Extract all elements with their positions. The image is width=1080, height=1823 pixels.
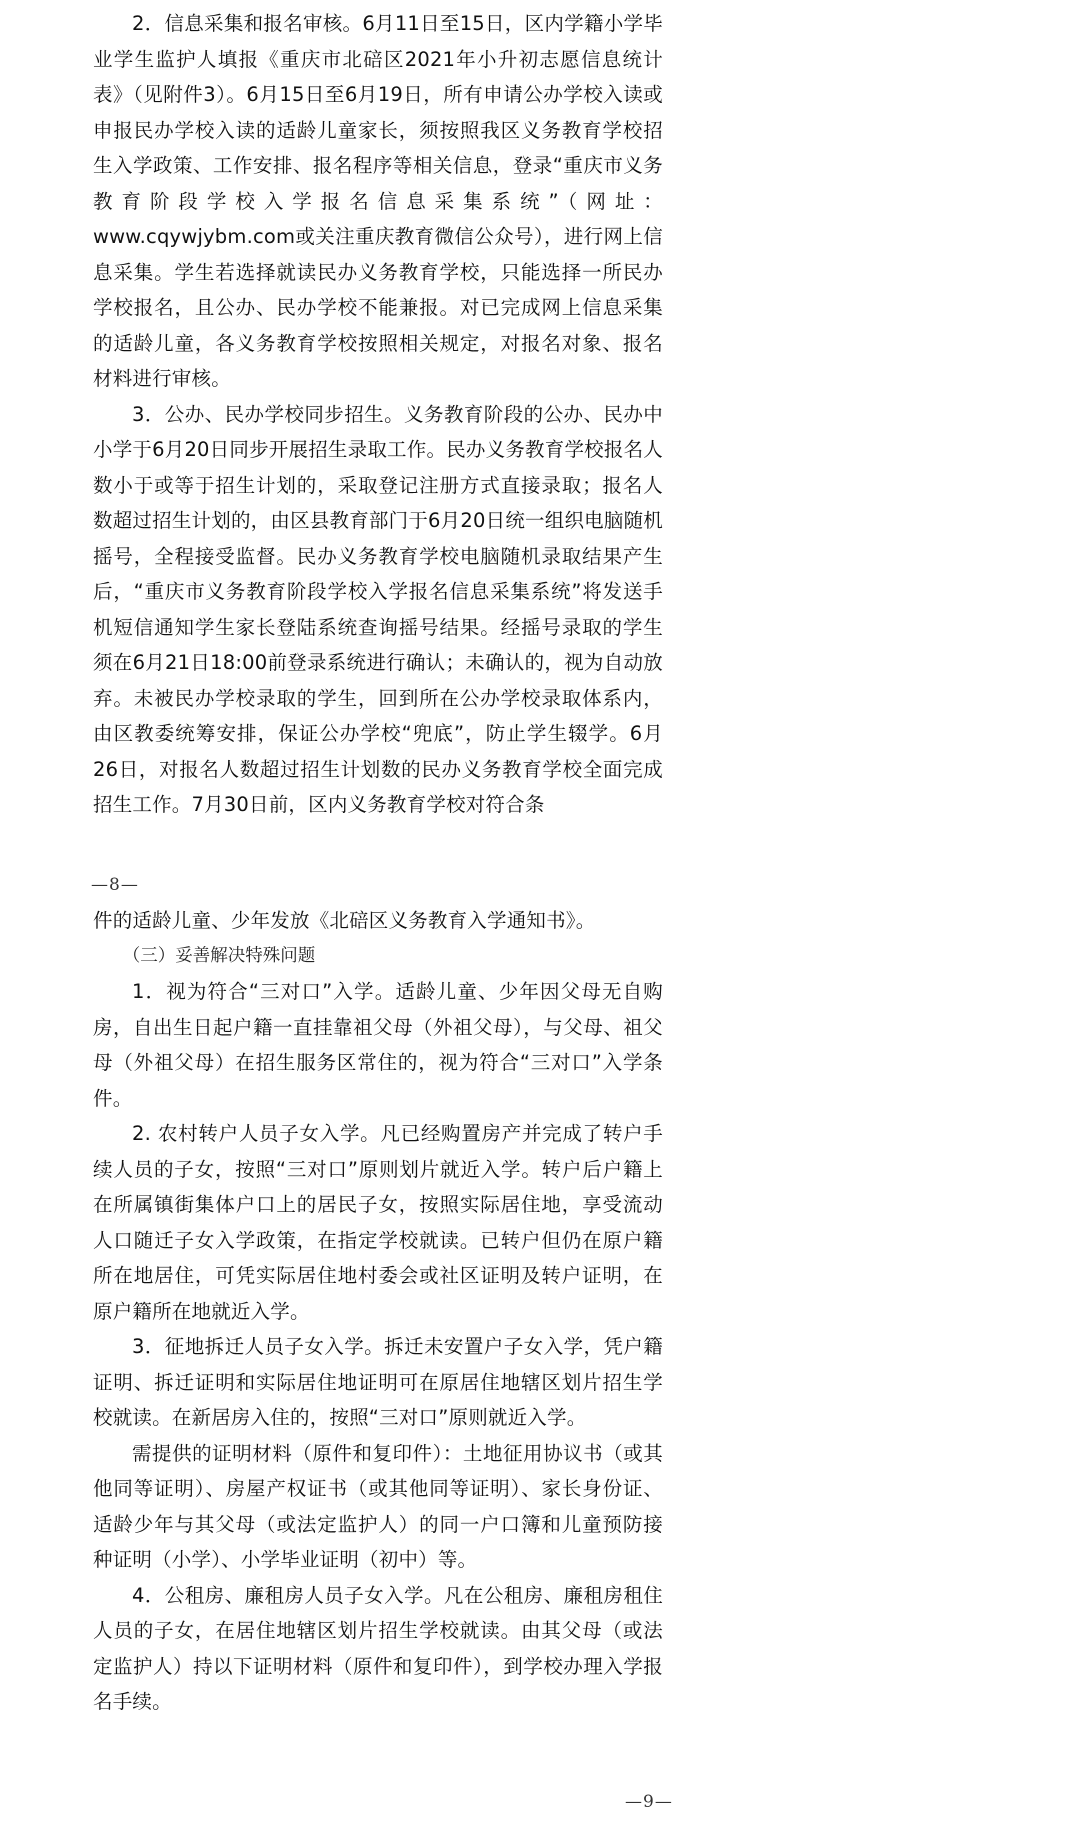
paragraph-registration-review: 2．信息采集和报名审核。6月11日至15日，区内学籍小学毕业学生监护人填报《重庆市北碚区2021年小升初志愿信息统计表》（见附件3）。6月15日至6月19日，所有申请公办学校入读或申报民办学校入读的适龄儿童家长，须按照我区义务教育学校招生入学政策、工作安排、报名程序等相关信息，登录“重庆市义务教育阶段学校入学报名信息采集系统”（网址：www.cqywjybm.com或关注重庆教育微信公众号），进行网上信息采集。学生若选择就读民办义务教育学校，只能选择一所民办学校报名，且公办、民办学校不能兼报。对已完成网上信息采集的适龄儿童，各义务教育学校按照相关规定，对报名对象、报名材料进行审核。 [93,12,663,390]
document-page-9 [93,903,663,1720]
paragraph-three-match: 1．视为符合“三对口”入学。适龄儿童、少年因父母无自购房，自出生日起户籍一直挂靠祖父母（外祖父母），与父母、祖父母（外祖父母）在招生服务区常住的，视为符合“三对口”入学条件。 [93,980,663,1110]
page-number: —8— [91,875,139,895]
document-page-8 [93,6,663,823]
paragraph-land-demolition: 3．征地拆迁人员子女入学。拆迁未安置户子女入学，凭户籍证明、拆迁证明和实际居住地证明可在原居住地辖区划片招生学校就读。在新居房入住的，按照“三对口”原则就近入学。 [93,1335,663,1429]
page-number: —9— [625,1792,673,1812]
section-subheading: （三）妥善解决特殊问题 [122,945,316,966]
paragraph-public-housing: 4．公租房、廉租房人员子女入学。凡在公租房、廉租房租住人员的子女，在居住地辖区划片招生学校就读。由其父母（或法定监护人）持以下证明材料（原件和复印件），到学校办理入学报名手续。 [93,1583,663,1713]
paragraph-required-documents: 需提供的证明材料（原件和复印件）：土地征用协议书（或其他同等证明）、房屋产权证书（或其他同等证明）、家长身份证、适龄少年与其父母（或法定监护人）的同一户口簿和儿童预防接种证明（小学）、小学毕业证明（初中）等。 [93,1441,663,1571]
paragraph-rural-transfer: 2. 农村转户人员子女入学。凡已经购置房产并完成了转户手续人员的子女，按照“三对口”原则划片就近入学。转户后户籍上在所属镇街集体户口上的居民子女，按照实际居住地，享受流动人口随迁子女入学政策，在指定学校就读。已转户但仍在原户籍所在地居住，可凭实际居住地村委会或社区证明及转户证明，在原户籍所在地就近入学。 [93,1122,663,1323]
paragraph-continuation: 件的适龄儿童、少年发放《北碚区义务教育入学通知书》。 [93,909,596,932]
paragraph-simultaneous-enrollment: 3．公办、民办学校同步招生。义务教育阶段的公办、民办中小学于6月20日同步开展招生录取工作。民办义务教育学校报名人数小于或等于招生计划的，采取登记注册方式直接录取；报名人数超过招生计划的，由区县教育部门于6月20日统一组织电脑随机摇号，全程接受监督。民办义务教育学校电脑随机录取结果产生后，“重庆市义务教育阶段学校入学报名信息采集系统”将发送手机短信通知学生家长登陆系统查询摇号结果。经摇号录取的学生须在6月21日18:00前登录系统进行确认；未确认的，视为自动放弃。未被民办学校录取的学生，回到所在公办学校录取体系内，由区教委统筹安排，保证公办学校“兜底”，防止学生辍学。6月26日，对报名人数超过招生计划数的民办义务教育学校全面完成招生工作。7月30日前，区内义务教育学校对符合条 [93,402,663,816]
